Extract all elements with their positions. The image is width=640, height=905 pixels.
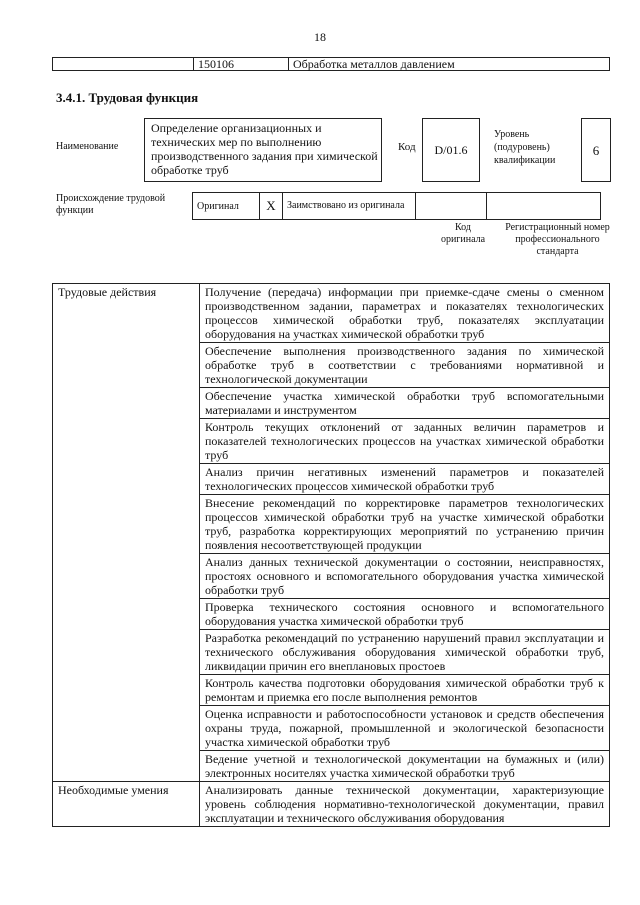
origin-table xyxy=(192,192,601,220)
table-row xyxy=(53,782,610,827)
skills-label: Необходимые умения xyxy=(53,782,200,827)
level-label: Уровень (подуровень) квалификации xyxy=(494,129,556,166)
section-title: 3.4.1. Трудовая функция xyxy=(56,90,199,105)
action-cell: Оценка исправности и работоспособности установок и средств обеспечения охраны труда, пожарной, промышленной и экологической безопасности участка химической обработки труб xyxy=(200,706,610,751)
action-cell: Обеспечение участка химической обработки труб вспомогательными материалами и инструментом xyxy=(200,388,610,419)
origin-code-caption: Код оригинала xyxy=(440,222,486,245)
action-cell: Обеспечение выполнения производственного задания по химической обработке труб в соответствии с требованиями нормативной и технологической документации xyxy=(200,343,610,388)
action-cell: Анализ данных технической документации о состоянии, неисправностях, простоях основного и вспомогательного оборудования участка химической обработки труб xyxy=(200,554,610,599)
original-mark: X xyxy=(260,193,283,220)
code-name-cell: Обработка металлов давлением xyxy=(289,58,610,71)
action-cell: Анализ причин негативных изменений параметров и показателей технологических процессов химической обработки труб xyxy=(200,464,610,495)
code-label: Код xyxy=(398,141,416,153)
borrowed-label: Заимствовано из оригинала xyxy=(283,193,416,220)
level-value-box: 6 xyxy=(581,118,611,182)
origin-reg-caption: Регистрационный номер профессионального стандарта xyxy=(505,222,610,257)
code-cell: 150106 xyxy=(194,58,289,71)
action-cell: Получение (передача) информации при приемке-сдаче смены о сменном производственном задании, параметрах и показателях технологических процессов химической обработки труб, показателях эксплуатации оборудования на участках химической обработки труб xyxy=(200,284,610,343)
page-number: 18 xyxy=(314,30,326,44)
origin-label: Происхождение трудовой функции xyxy=(56,193,166,216)
action-cell: Контроль текущих отклонений от заданных величин параметров и показателей технологических процессов на участках химической обработки труб xyxy=(200,419,610,464)
function-name-box: Определение организационных и технических мер по выполнению производственного задания при химической обработке труб xyxy=(144,118,382,182)
code-empty-cell xyxy=(53,58,194,71)
table-row xyxy=(53,284,610,343)
origin-reg-cell xyxy=(487,193,601,220)
function-code-box: D/01.6 xyxy=(422,118,480,182)
labor-functions-table xyxy=(52,283,610,827)
skill-cell: Анализировать данные технической документации, характеризующие уровень соблюдения нормативно-технологической документации, правил эксплуатации и технического обслуживания оборудования xyxy=(200,782,610,827)
action-cell: Ведение учетной и технологической документации на бумажных и (или) электронных носителях участка химической обработки труб xyxy=(200,751,610,782)
origin-code-cell xyxy=(416,193,487,220)
action-cell: Внесение рекомендаций по корректировке параметров технологических процессов химической обработки труб на участке химической обработки труб, разработка корректирующих мероприятий по устранению причин появления несоответствующей продукции xyxy=(200,495,610,554)
name-label: Наименование xyxy=(56,141,119,152)
action-cell: Контроль качества подготовки оборудования химической обработки труб к ремонтам и приемка его после выполнения ремонтов xyxy=(200,675,610,706)
action-cell: Разработка рекомендаций по устранению нарушений правил эксплуатации и технического обслуживания оборудования химической обработки труб, ликвидации причин его внеплановых простоев xyxy=(200,630,610,675)
code-table xyxy=(52,57,610,71)
original-label: Оригинал xyxy=(193,193,260,220)
action-cell: Проверка технического состояния основного и вспомогательного оборудования участка химической обработки труб xyxy=(200,599,610,630)
actions-label: Трудовые действия xyxy=(53,284,200,782)
